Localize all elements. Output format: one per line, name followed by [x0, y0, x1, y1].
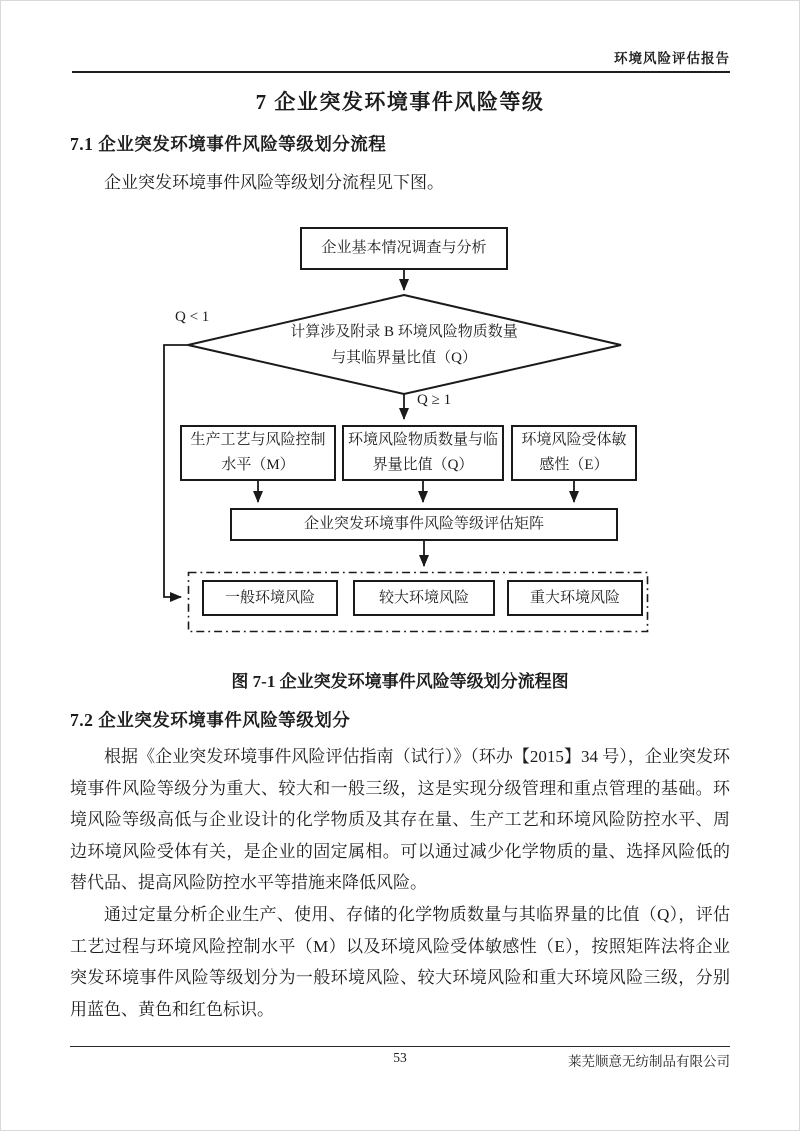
matrix-label: 企业突发环境事件风险等级评估矩阵 [303, 516, 544, 532]
figure-caption: 图 7-1 企业突发环境事件风险等级划分流程图 [231, 672, 569, 691]
body-paragraph-1: 根据《企业突发环境事件风险评估指南（试行）》（环办【2015】34 号），企业突发环境事件风险等级分为重大、较大和一般三级，这是实现分级管理和重点管理的基础。环境风险等级高低与企业设计的化学物质及其存在量、生产工艺和环境风险防控水平、周边环境风险受体有关，是企业的固定属相。可以通过减少化学物质的量、选择风险低的替代品、提高风险防控水平等措施来降低风险。 [70, 747, 730, 893]
flow-node-level-larger [353, 580, 495, 616]
factor-q-line1: 环境风险物质数量与临 [347, 432, 498, 448]
factor-q-line2: 界量比值（Q） [372, 457, 474, 473]
intro-paragraph: 企业突发环境事件风险等级划分流程见下图。 [104, 173, 444, 192]
decision-text-line1: 计算涉及附录 B 环境风险物质数量 [290, 324, 518, 340]
header-report-title: 环境风险评估报告 [614, 51, 730, 66]
flow-node-level-major [507, 580, 643, 616]
flow-node-start-label: 企业基本情况调查与分析 [321, 240, 487, 256]
body-paragraph-2: 通过定量分析企业生产、使用、存储的化学物质数量与其临界量的比值（Q），评估工艺过程与环境风险控制水平（M）以及环境风险受体敏感性（E），按照矩阵法将企业突发环境事件风险等级划分为一般环境风险、较大环境风险和重大环境风险三级，分别用蓝色、黄色和红色标识。 [70, 904, 730, 1019]
flow-node-matrix [230, 508, 618, 541]
flow-node-level-general [202, 580, 338, 616]
footer-page-number: 53 [393, 1050, 407, 1065]
flow-node-start [300, 227, 508, 270]
header-rule [72, 71, 730, 73]
factor-e-line2: 感性（E） [539, 457, 609, 473]
section-7-2-heading: 7.2 企业突发环境事件风险等级划分 [70, 710, 351, 730]
branch-label-q-greater-equal-1: Q ≥ 1 [417, 392, 452, 408]
footer-rule [70, 1046, 730, 1047]
page-title: 7 企业突发环境事件风险等级 [255, 90, 545, 114]
level-larger-label: 较大环境风险 [378, 589, 469, 606]
factor-m-line1: 生产工艺与风险控制 [190, 432, 326, 448]
section-7-2-body [70, 741, 730, 1025]
footer-company-name: 莱芜顺意无纺制品有限公司 [568, 1054, 730, 1069]
level-major-label: 重大环境风险 [529, 589, 620, 606]
flow-node-decision [225, 319, 583, 371]
decision-text-line2: 与其临界量比值（Q） [331, 350, 477, 366]
flow-node-factor-m [180, 425, 336, 481]
branch-label-q-less-than-1: Q < 1 [175, 309, 210, 325]
level-general-label: 一般环境风险 [224, 589, 315, 606]
section-7-1-heading: 7.1 企业突发环境事件风险等级划分流程 [70, 134, 387, 154]
factor-m-line2: 水平（M） [221, 457, 295, 473]
factor-e-line1: 环境风险受体敏 [521, 432, 627, 448]
flow-node-factor-e [511, 425, 637, 481]
flowchart [155, 220, 665, 640]
flow-node-factor-q [342, 425, 504, 481]
